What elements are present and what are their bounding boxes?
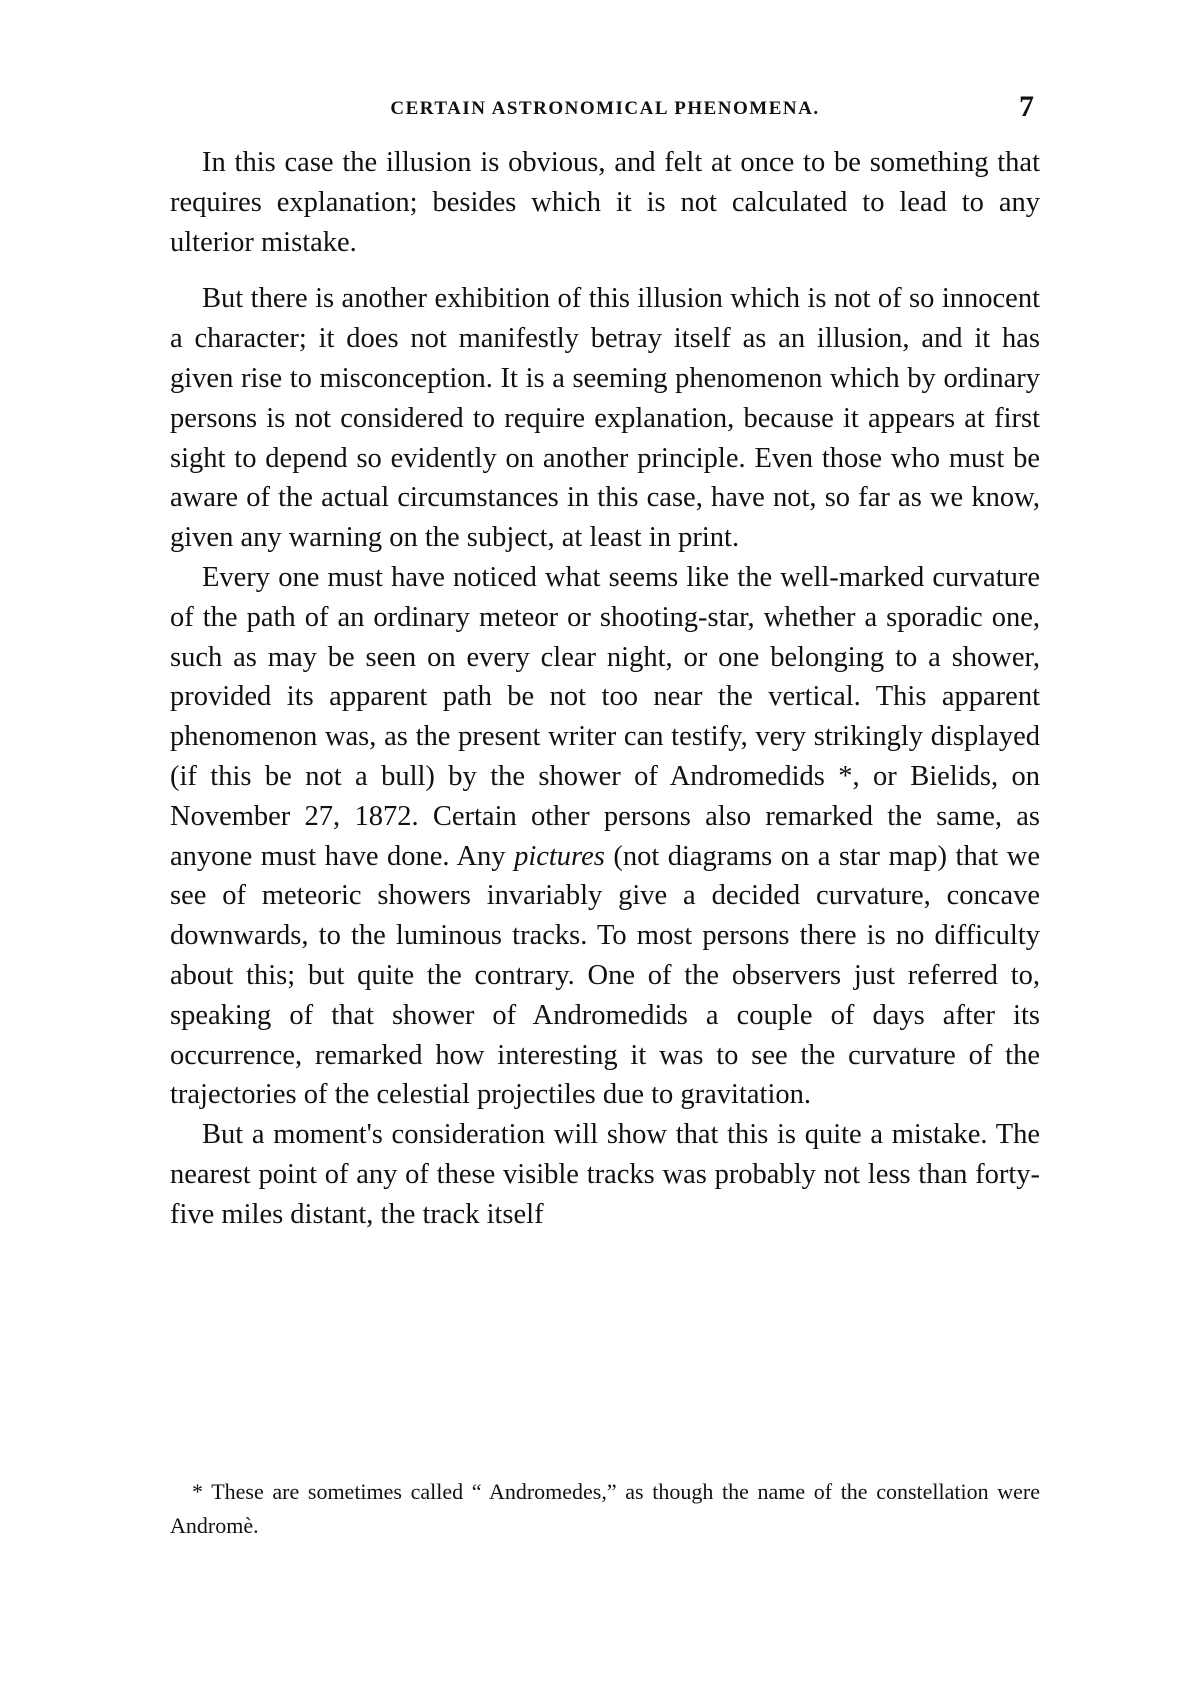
paragraph-3-part-1: Every one must have noticed what seems like the well-marked curvature of the path of an ordinary meteor or shooting-star, whether a sporadic one, such as may be seen on every clear night, or one belonging to a shower, provided its apparent path be not too near the vertical. This apparent phenomenon was, as the present writer can testify, very strikingly displayed (if this be not a bull) by the shower of Andromedids *, or Bielids, on November 27, 1872. Certain other persons also remarked the same, as anyone must have done. Any	[170, 561, 1040, 872]
paragraph-3-part-2: (not diagrams on a star map) that we see of meteoric showers invariably give a decided curvature, concave downwards, to the luminous tracks. To most persons there is no difficulty about this; but quite the contrary. One of the observers just referred to, speaking of that shower of Andromedids a couple of days after its occurrence, remarked how interesting it was to see the curvature of the trajectories of the celestial projectiles due to gravitation.	[170, 840, 1041, 1111]
paragraph-4: But a moment's consideration will show that this is quite a mistake. The nearest point of any of these visible tracks was probably not less than forty-five miles distant, the track itself	[170, 1119, 1040, 1230]
footnotes	[170, 1475, 1040, 1543]
page-number: 7	[1019, 90, 1034, 123]
running-head: CERTAIN ASTRONOMICAL PHENOMENA.	[390, 98, 820, 119]
paragraph-3-italic-word: pictures	[514, 840, 605, 872]
paragraph-2: But there is another exhibition of this illusion which is not of so innocent a character; it does not manifestly betray itself as an illusion, and it has given rise to misconception. It is a seeming phenomenon which by ordinary persons is not considered to require explanation, because it appears at first sight to depend so evidently on another principle. Even those who must be aware of the actual circumstances in this case, have not, so far as we know, given any warning on the subject, at least in print.	[170, 283, 1040, 554]
paragraph-3	[170, 558, 1040, 1115]
paragraph-1: In this case the illusion is obvious, and felt at once to be something that requires explanation; besides which it is not calculated to lead to any ulterior mistake.	[170, 147, 1040, 258]
body-text	[170, 143, 1040, 1235]
footnote: * These are sometimes called “ Andromedes,” as though the name of the constellation were Andromè.	[170, 1479, 1040, 1538]
page-header	[170, 90, 1040, 130]
